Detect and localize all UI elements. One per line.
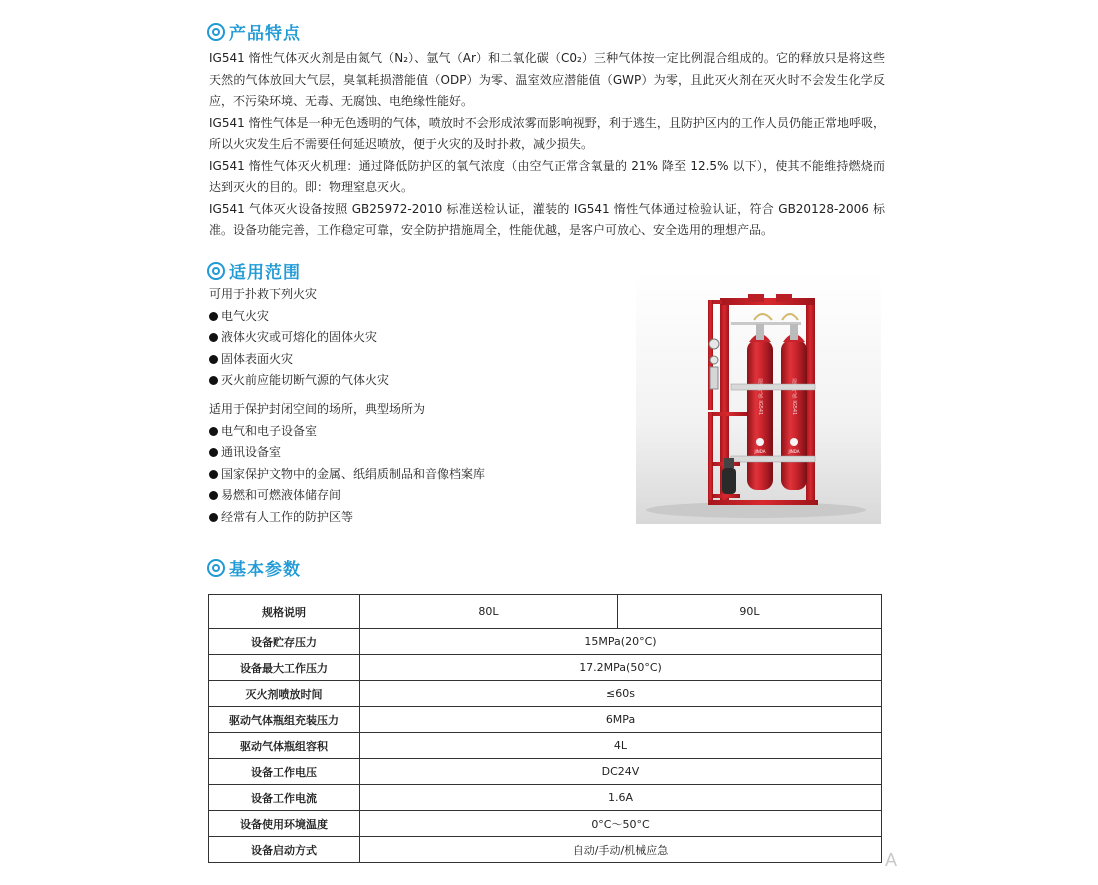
table-row xyxy=(209,785,882,811)
params-section-title xyxy=(207,555,301,580)
list-item: 通讯设备室 xyxy=(209,442,485,464)
table-header-row xyxy=(209,595,882,629)
table-row-label: 设备使用环境温度 xyxy=(209,811,360,837)
list-item: 液体火灾或可熔化的固体火灾 xyxy=(209,327,389,349)
table-row-label: 设备贮存压力 xyxy=(209,629,360,655)
table-row xyxy=(209,681,882,707)
bullet-dot-icon xyxy=(209,355,218,364)
list-item: 易燃和可燃液体储存间 xyxy=(209,485,485,507)
ring-bullet-icon xyxy=(207,262,225,280)
bullet-dot-icon xyxy=(209,491,218,500)
list-item: 固体表面火灾 xyxy=(209,349,389,371)
list-item: 电气和电子设备室 xyxy=(209,421,485,443)
ring-bullet-icon xyxy=(207,23,225,41)
scope-section-title xyxy=(207,258,301,283)
table-row-value: ≤60s xyxy=(360,681,882,707)
table-row-value: 6MPa xyxy=(360,707,882,733)
table-row-value: DC24V xyxy=(360,759,882,785)
table-row-value: 17.2MPa(50°C) xyxy=(360,655,882,681)
params-table xyxy=(208,594,882,863)
table-header-cell: 90L xyxy=(618,595,882,629)
bullet-dot-icon xyxy=(209,333,218,342)
table-row-value: 15MPa(20°C) xyxy=(360,629,882,655)
list-item: 国家保护文物中的金属、纸绢质制品和音像档案库 xyxy=(209,464,485,486)
bullet-dot-icon xyxy=(209,427,218,436)
features-paragraph: IG541 惰性气体灭火剂是由氮气（N₂）、氩气（Ar）和二氧化碳（C0₂）三种气体按一定比例混合组成的。它的释放只是将这些天然的气体放回大气层，臭氧耗损潜能值（ODP）为零、温室效应潜能值（GWP）为零，且此灭火剂在灭火时不会发生化学反应，不污染环境、无毒、无腐蚀、电绝缘性能好。 xyxy=(209,51,885,108)
corner-mark: A xyxy=(885,850,898,870)
cylinder-label-text: 混合气体 IG541 xyxy=(757,378,763,416)
table-row-label: 设备工作电流 xyxy=(209,785,360,811)
table-row xyxy=(209,655,882,681)
table-header-label: 规格说明 xyxy=(209,595,360,629)
list-item: 经常有人工作的防护区等 xyxy=(209,507,485,529)
scope-fire-list xyxy=(209,284,389,392)
table-row-label: 设备最大工作压力 xyxy=(209,655,360,681)
table-row xyxy=(209,811,882,837)
table-row xyxy=(209,707,882,733)
table-row xyxy=(209,759,882,785)
table-row-value: 4L xyxy=(360,733,882,759)
bullet-dot-icon xyxy=(209,513,218,522)
features-body xyxy=(209,48,885,242)
table-header-cell: 80L xyxy=(360,595,618,629)
brand-label-text: JINDA xyxy=(754,449,766,454)
table-row xyxy=(209,733,882,759)
cylinder-label-text: 混合气体 IG541 xyxy=(791,378,797,416)
scope-title-text: 适用范围 xyxy=(229,263,301,283)
features-paragraph: IG541 惰性气体是一种无色透明的气体，喷放时不会形成浓雾而影响视野，利于逃生，且防护区内的工作人员仍能正常地呼吸，所以火灾发生后不需要任何延迟喷放，便于火灾的及时扑救，减少损失。 xyxy=(209,115,885,151)
features-paragraph: IG541 惰性气体灭火机理：通过降低防护区的氧气浓度（由空气正常含氧量的 21% 降至 12.5% 以下），使其不能维持燃烧而达到灭火的目的。即：物理窒息灭火。 xyxy=(209,158,885,194)
product-photo xyxy=(636,272,881,524)
scope-place-list xyxy=(209,399,485,528)
bullet-dot-icon xyxy=(209,470,218,479)
bullet-dot-icon xyxy=(209,448,218,457)
features-section-title xyxy=(207,19,301,44)
table-row-label: 灭火剂喷放时间 xyxy=(209,681,360,707)
table-row-label: 设备启动方式 xyxy=(209,837,360,863)
bullet-dot-icon xyxy=(209,376,218,385)
scope-intro: 适用于保护封闭空间的场所，典型场所为 xyxy=(209,402,426,416)
table-row-value: 0°C～50°C xyxy=(360,811,882,837)
table-row-label: 驱动气体瓶组容积 xyxy=(209,733,360,759)
params-title-text: 基本参数 xyxy=(229,560,301,580)
table-row xyxy=(209,837,882,863)
list-item: 灭火前应能切断气源的气体火灾 xyxy=(209,370,389,392)
table-row-label: 设备工作电压 xyxy=(209,759,360,785)
scope-intro: 可用于扑救下列火灾 xyxy=(209,287,318,301)
features-paragraph: IG541 气体灭火设备按照 GB25972-2010 标准送检认证，灌装的 IG541 惰性气体通过检验认证，符合 GB20128-2006 标准。设备功能完善，工作稳定可靠，安全防护措施周全，性能优越，是客户可放心、安全选用的理想产品。 xyxy=(209,201,885,237)
gas-cylinder-system-illustration xyxy=(636,272,881,524)
features-title-text: 产品特点 xyxy=(229,24,301,44)
ring-bullet-icon xyxy=(207,559,225,577)
brand-label-text: JINDA xyxy=(788,449,800,454)
table-row-label: 驱动气体瓶组充装压力 xyxy=(209,707,360,733)
bullet-dot-icon xyxy=(209,312,218,321)
list-item: 电气火灾 xyxy=(209,306,389,328)
table-row-value: 自动/手动/机械应急 xyxy=(360,837,882,863)
table-row-value: 1.6A xyxy=(360,785,882,811)
table-row xyxy=(209,629,882,655)
